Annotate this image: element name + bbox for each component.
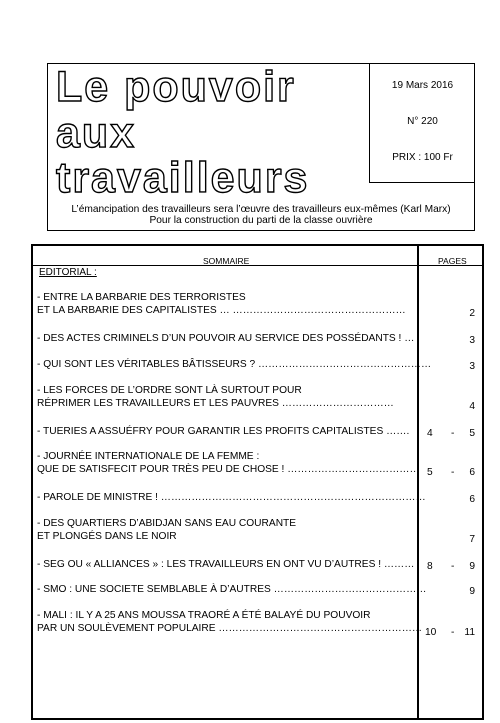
- contents-entry: [37, 385, 417, 410]
- contents-entry: [37, 333, 417, 346]
- contents-entry: [37, 359, 432, 372]
- entry-page-start: 8: [427, 561, 433, 572]
- masthead-title-line-1: Le pouvoir: [56, 63, 296, 111]
- contents-entry: [37, 584, 427, 597]
- entry-title-line: - JOURNÉE INTERNATIONALE DE LA FEMME :: [37, 451, 260, 462]
- page-range-dash: -: [451, 467, 455, 478]
- entry-page-end: 7: [469, 534, 475, 545]
- entry-page-end: 9: [469, 586, 475, 597]
- contents-entry: [37, 559, 417, 572]
- entry-page-start: 5: [427, 467, 433, 478]
- entry-page-start: 10: [425, 627, 437, 638]
- sommaire-header: SOMMAIRE: [203, 256, 250, 266]
- entry-title-line: - TUERIES A ASSUÉFRY POUR GARANTIR LES PROFITS CAPITALISTES …….: [37, 426, 410, 437]
- entry-page-end: 11: [464, 627, 475, 638]
- contents-entry: [37, 292, 417, 317]
- editorial-label: EDITORIAL :: [39, 267, 97, 278]
- party-tagline: Pour la construction du parti de la classe ouvrière: [149, 215, 373, 226]
- entry-title-line: - DES QUARTIERS D’ABIDJAN SANS EAU COURANTE: [37, 518, 297, 529]
- entry-page-end: 9: [469, 561, 475, 572]
- entry-page-end: 5: [469, 428, 475, 439]
- entry-title-line: RÉPRIMER LES TRAVAILLEURS ET LES PAUVRES ……………………………: [37, 397, 394, 409]
- entry-page-end: 6: [469, 494, 475, 505]
- entry-title-line: PAR UN SOULÈVEMENT POPULAIRE ……………………………………………………: [37, 622, 423, 634]
- entry-title-line: - MALI : IL Y A 25 ANS MOUSSA TRAORÉ A ÉTÉ BALAYÉ DU POUVOIR: [37, 610, 371, 621]
- entry-page-end: 3: [469, 361, 475, 372]
- issue-number: N° 220: [407, 116, 438, 127]
- marx-quote: L’émancipation des travailleurs sera l’œuvre des travailleurs eux-mêmes (Karl Marx): [71, 204, 451, 215]
- pages-header: PAGES: [438, 256, 467, 266]
- entry-page-end: 2: [469, 308, 475, 319]
- page-range-dash: -: [451, 561, 455, 572]
- entry-title-line: - PAROLE DE MINISTRE ! ……………………………………………………………………: [37, 492, 426, 503]
- header-rule: [33, 265, 482, 266]
- entry-title-line: - QUI SONT LES VÉRITABLES BÂTISSEURS ? ……………………………………………: [37, 359, 432, 370]
- entry-page-start: 4: [427, 428, 433, 439]
- masthead-title-line-2: aux: [56, 109, 137, 157]
- issue-price: PRIX : 100 Fr: [392, 152, 453, 163]
- contents-table: [31, 244, 484, 720]
- entry-page-end: 4: [469, 401, 475, 412]
- page-range-dash: -: [451, 627, 455, 638]
- entry-page-end: 6: [469, 467, 475, 478]
- page-range-dash: -: [451, 428, 455, 439]
- pages-column-divider: [417, 246, 419, 718]
- entry-title-line: - LES FORCES DE L’ORDRE SONT LÀ SURTOUT POUR: [37, 385, 302, 396]
- contents-entry: [37, 518, 417, 543]
- entry-title-line: - SMO : UNE SOCIETE SEMBLABLE À D’AUTRES ………………………………………: [37, 584, 427, 595]
- contents-entry: [37, 451, 420, 476]
- entry-title-line: - DES ACTES CRIMINELS D’UN POUVOIR AU SERVICE DES POSSÉDANTS ! …: [37, 333, 415, 344]
- entry-title-line: ET PLONGÉS DANS LE NOIR: [37, 530, 177, 542]
- entry-title-line: - SEG OU « ALLIANCES » : LES TRAVAILLEURS EN ONT VU D’AUTRES ! ………: [37, 559, 415, 570]
- entry-page-end: 3: [469, 335, 475, 346]
- entry-title-line: - ENTRE LA BARBARIE DES TERRORISTES: [37, 292, 246, 303]
- contents-entry: [37, 610, 423, 635]
- entry-title-line: ET LA BARBARIE DES CAPITALISTES … ……………………………………………: [37, 304, 406, 316]
- issue-info-box: [369, 63, 475, 183]
- entry-title-line: QUE DE SATISFECIT POUR TRÈS PEU DE CHOSE ! …………………………………: [37, 463, 420, 475]
- masthead-title-line-3: travailleurs: [56, 154, 310, 202]
- contents-entry: [37, 426, 417, 439]
- issue-date: 19 Mars 2016: [391, 80, 454, 91]
- contents-entry: [37, 492, 426, 505]
